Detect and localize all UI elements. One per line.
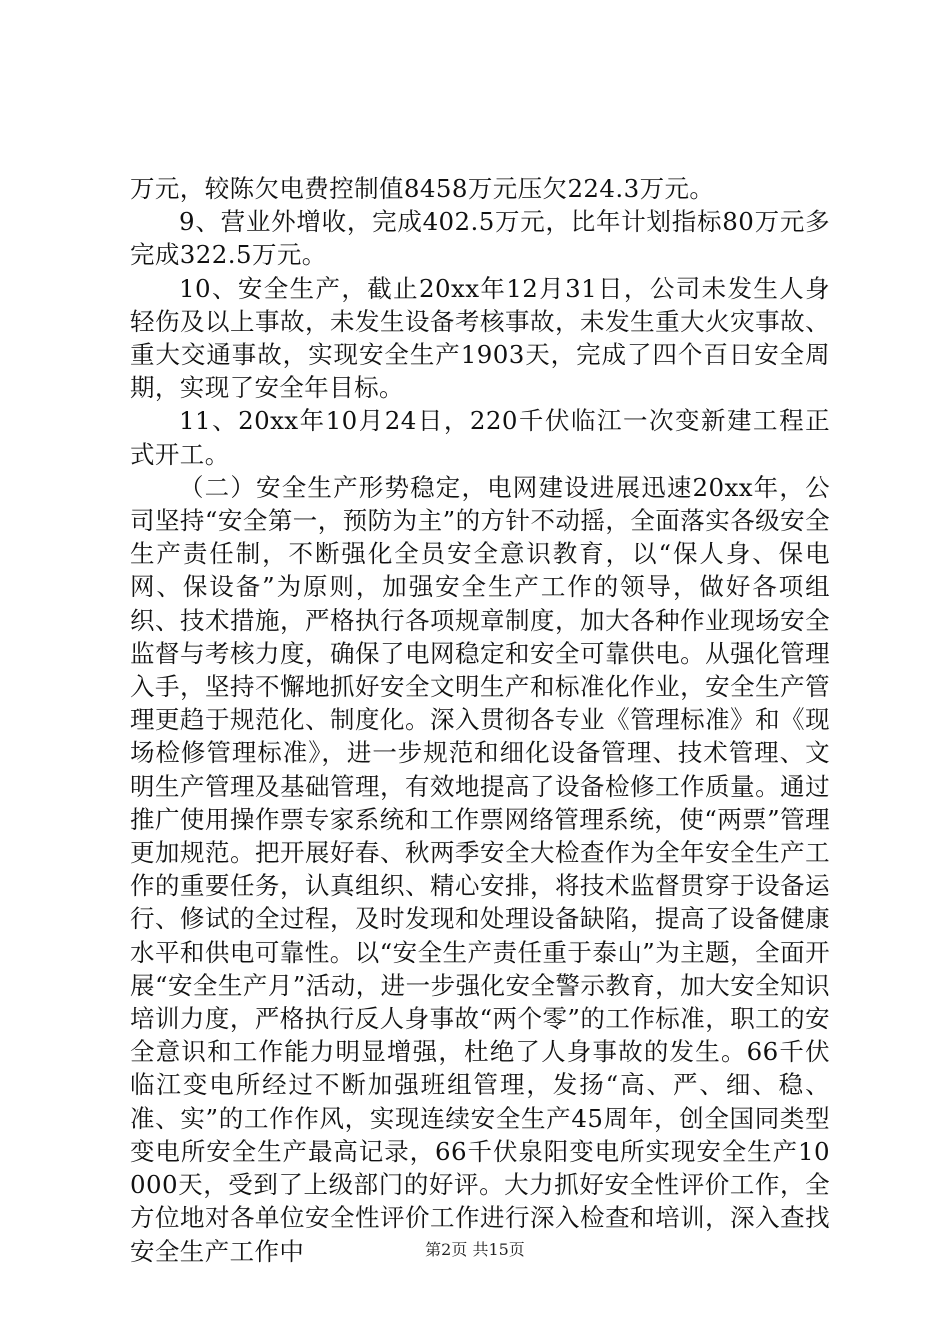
paragraph-item-9: 9、营业外增收，完成402.5万元，比年计划指标80万元多完成322.5万元。 [130,207,830,270]
paragraph-item-11: 11、20xx年10月24日，220千伏临江一次变新建工程正式开工。 [130,406,830,469]
paragraph-section-2: （二）安全生产形势稳定，电网建设进展迅速20xx年，公司坚持“安全第一，预防为主”的方针不动摇，全面落实各级安全生产责任制，不断强化全员安全意识教育，以“保人身、保电网、保设备”为原则，加强安全生产工作的领导，做好各项组织、技术措施，严格执行各项规章制度，加大各种作业现场安全监督与考核力度，确保了电网稳定和安全可靠供电。从强化管理入手，坚持不懈地抓好安全文明生产和标准化作业，安全生产管理更趋于规范化、制度化。深入贯彻各专业《管理标准》和《现场检修管理标准》，进一步规范和细化设备管理、技术管理、文明生产管理及基础管理，有效地提高了设备检修工作质量。通过推广使用操作票专家系统和工作票网络管理系统，使“两票”管理更加规范。把开展好春、秋两季安全大检查作为全年安全生产工作的重要任务，认真组织、精心安排，将技术监督贯穿于设备运行、修试的全过程，及时发现和处理设备缺陷，提高了设备健康水平和供电可靠性。以“安全生产责任重于泰山”为主题，全面开展“安全生产月”活动，进一步强化安全警示教育，加大安全知识培训力度，严格执行反人身事故“两个零”的工作标准，职工的安全意识和工作能力明显增强，杜绝了人身事故的发生。66千伏临江变电所经过不断加强班组管理，发扬“高、严、细、稳、准、实”的工作作风，实现连续安全生产45周年，创全国同类型变电所安全生产最高记录，66千伏泉阳变电所实现安全生产10000天，受到了上级部门的好评。大力抓好安全性评价工作，全方位地对各单位安全性评价工作进行深入检查和培训，深入查找安全生产工作中 [130,472,830,1266]
page-number-footer: 第2页 共15页 [425,1240,525,1259]
document-body [130,172,830,1268]
paragraph-item-10: 10、安全生产，截止20xx年12月31日，公司未发生人身轻伤及以上事故，未发生设备考核事故，未发生重大火灾事故、重大交通事故，实现安全生产1903天，完成了四个百日安全周期，实现了安全年目标。 [130,273,830,403]
paragraph-continuation: 万元，较陈欠电费控制值8458万元压欠224.3万元。 [130,174,715,203]
